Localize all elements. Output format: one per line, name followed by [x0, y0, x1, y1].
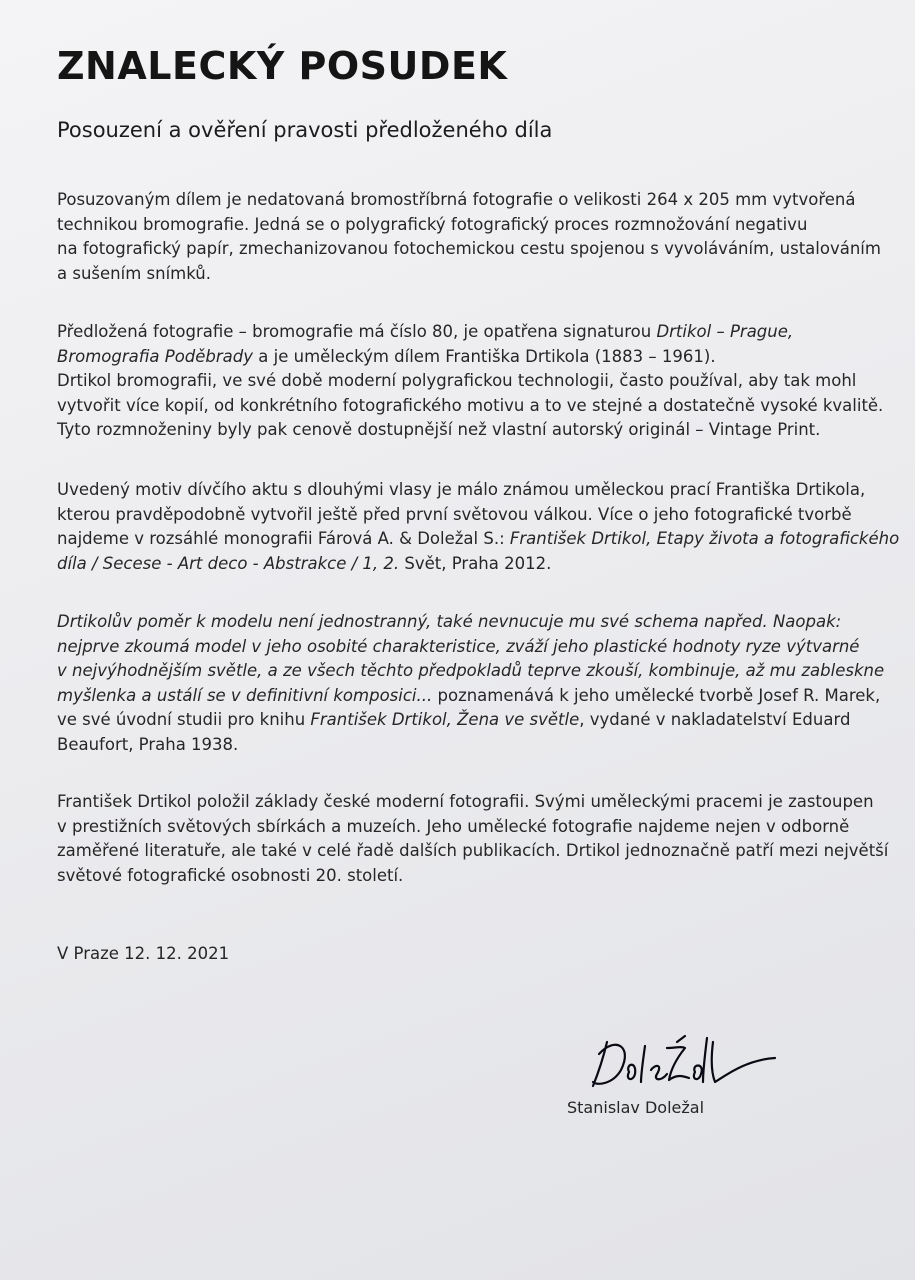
paragraph-line: Beaufort, Praha 1938.	[57, 734, 239, 754]
text-run: poznamenává k jeho umělecké tvorbě Josef R. Marek,	[432, 685, 881, 705]
paragraph-line	[57, 320, 887, 345]
paragraph-line: František Drtikol položil základy české moderní fotografii. Svými uměleckými pracemi je zastoupen	[57, 792, 874, 811]
paragraph-line: světové fotografické osobnosti 20. století.	[57, 865, 404, 885]
place-and-date: V Praze 12. 12. 2021	[57, 944, 230, 963]
paragraph-line: a sušením snímků.	[57, 263, 211, 283]
text-run: ve své úvodní studii pro knihu	[57, 710, 311, 729]
text-run: , vydané v nakladatelství Eduard	[579, 710, 851, 729]
text-run: Předložená fotografie – bromografie má číslo 80, je opatřena signaturou	[57, 322, 657, 341]
paragraph-line	[57, 684, 887, 709]
document-subtitle: Posouzení a ověření pravosti předloženého díla	[57, 118, 553, 142]
paragraph-line: nejprve zkoumá model v jeho osobité charakteristice, zváží jeho plastické hodnoty ryze výtvarné	[57, 636, 860, 656]
handwritten-signature	[585, 1024, 785, 1104]
paragraph-line: technikou bromografie. Jedná se o polygrafický fotografický proces rozmnožování negativu	[57, 214, 808, 234]
book-title: František Drtikol, Etapy života a fotografického	[509, 529, 900, 548]
text-run: Svět, Praha 2012.	[399, 553, 552, 573]
paragraph-line: Tyto rozmnoženiny byly pak cenově dostupnější než vlastní autorský originál – Vintage Print.	[57, 420, 821, 439]
paragraph-line: Drtikolův poměr k modelu není jednostranný, také nevnucuje mu své schema napřed. Naopak:	[57, 612, 842, 631]
paragraph-motif	[57, 478, 900, 576]
paragraph-line: zaměřené literatuře, ale také v celé řadě dalších publikacích. Drtikol jednoznačně patří mezi největší	[57, 841, 889, 860]
paragraph-artwork-description	[57, 188, 887, 286]
paragraph-line: na fotografický papír, zmechanizovanou fotochemickou cestu spojenou s vyvoláváním, ustalováním	[57, 239, 881, 258]
paragraph-quote	[57, 610, 887, 757]
paragraph-conclusion	[57, 790, 887, 888]
paragraph-line	[57, 552, 887, 577]
paragraph-line: Drtikol bromografii, ve své době moderní polygrafickou technologii, často používal, aby tak mohl	[57, 371, 857, 390]
paragraph-line	[57, 708, 887, 733]
document-title: ZNALECKÝ POSUDEK	[57, 44, 508, 88]
text-run: a je uměleckým dílem Františka Drtikola (1883 – 1961).	[253, 346, 716, 366]
paragraph-line: v nejvýhodnějším světle, a ze všech těchto předpokladů teprve zkouší, kombinuje, až mu zableskne	[57, 661, 885, 680]
signer-name: Stanislav Doležal	[567, 1098, 705, 1117]
paragraph-line	[57, 527, 900, 552]
book-title: František Drtikol, Žena ve světle	[310, 710, 580, 729]
paragraph-line: v prestižních světových sbírkách a muzeích. Jeho umělecké fotografie najdeme nejen v odborně	[57, 816, 850, 836]
paragraph-line: vytvořit více kopií, od konkrétního fotografického motivu a to ve stejné a dostatečně vysoké kvalitě.	[57, 395, 884, 415]
paragraph-photo-details	[57, 320, 887, 443]
text-run: najdeme v rozsáhlé monografii Fárová A. & Doležal S.:	[57, 529, 510, 548]
book-title: díla / Secese - Art deco - Abstrakce / 1, 2.	[57, 553, 400, 573]
paragraph-line	[57, 345, 887, 370]
signature-quote: Drtikol – Prague,	[656, 322, 794, 341]
quote-run: myšlenka a ustálí se v definitivní komposici...	[57, 685, 433, 705]
paragraph-line: Uvedený motiv dívčího aktu s dlouhými vlasy je málo známou uměleckou prací Františka Drtikola,	[57, 480, 866, 499]
paragraph-line: Posuzovaným dílem je nedatovaná bromostříbrná fotografie o velikosti 264 x 205 mm vytvořená	[57, 190, 856, 209]
paragraph-line: kterou pravděpodobně vytvořil ještě před první světovou válkou. Více o jeho fotografické tvorbě	[57, 504, 852, 524]
signature-quote: Bromografia Poděbrady	[57, 346, 254, 366]
